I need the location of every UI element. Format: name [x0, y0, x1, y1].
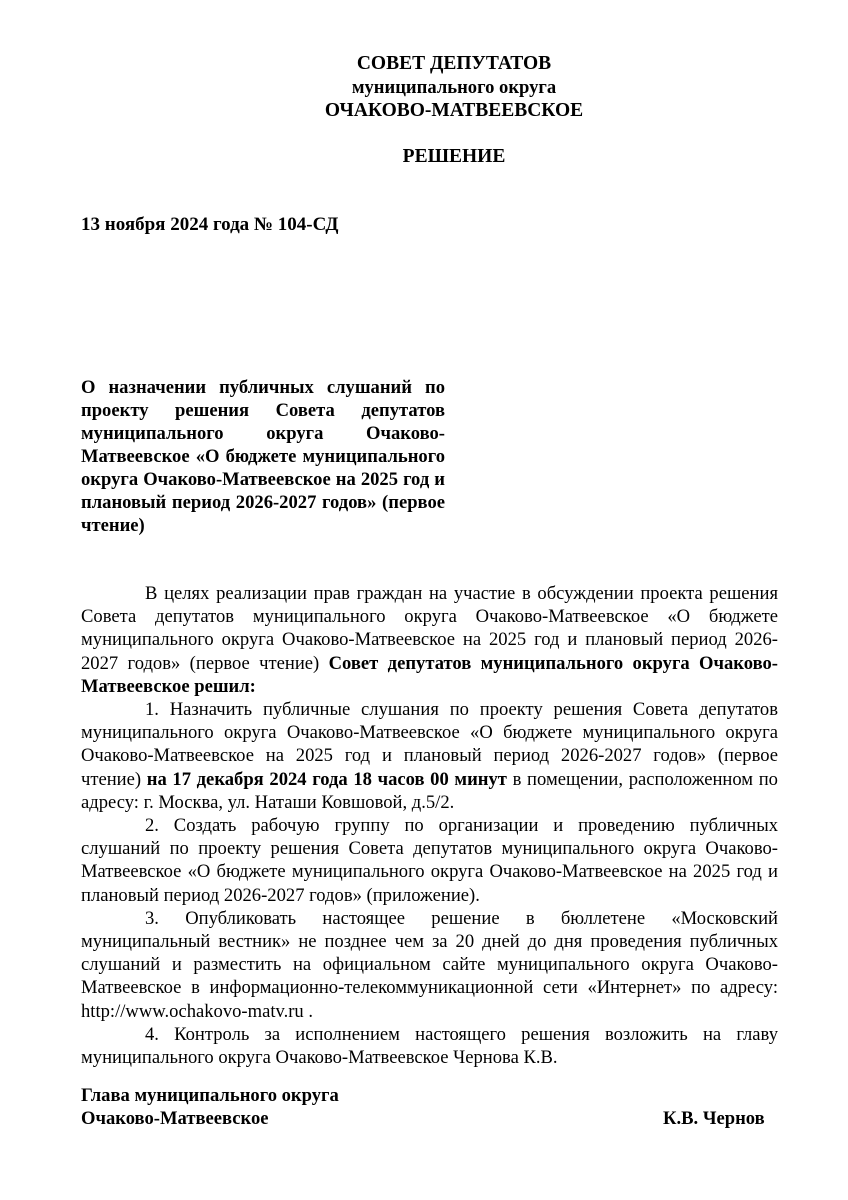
decision-body	[81, 582, 778, 1069]
item-1-text: 1. Назначить публичные слушания по проекту решения Совета депутатов муниципального округа Очаково-Матвеевское «О бюджете муниципального округа Очаково-Матвеевское на 2025 год и плановый период 2026-2027 годов» (первое чтение)	[81, 699, 778, 790]
signatory-name: К.В. Чернов	[663, 1108, 765, 1129]
date-number: 13 ноября 2024 года № 104-СД	[81, 214, 339, 235]
signatory-title-line2: Очаково-Матвеевское	[81, 1108, 269, 1129]
item-1-location: в помещении, расположенном по адресу: г. Москва, ул. Наташи Ковшовой, д.5/2.	[81, 768, 778, 813]
council-title: СОВЕТ ДЕПУТАТОВ	[356, 53, 552, 74]
document-type: РЕШЕНИЕ	[402, 146, 506, 167]
signatory-title-line1: Глава муниципального округа	[81, 1085, 339, 1106]
preamble-resolution: Совет депутатов муниципального округа Очаково-Матвеевское решил:	[81, 652, 778, 697]
item-1	[81, 698, 778, 814]
preamble-paragraph	[81, 582, 778, 698]
item-4: 4. Контроль за исполнением настоящего решения возложить на главу муниципального округа Очаково-Матвеевское Чернова К.В.	[81, 1023, 778, 1069]
decision-subject: О назначении публичных слушаний по проекту решения Совета депутатов муниципального округа Очаково-Матвеевское «О бюджете муниципального округа Очаково-Матвеевское на 2025 год и плановый период 2026-2027 годов» (первое чтение)	[81, 377, 445, 536]
district-line: муниципального округа	[351, 77, 557, 98]
item-2: 2. Создать рабочую группу по организации и проведению публичных слушаний по проекту решения Совета депутатов муниципального округа Очаково-Матвеевское «О бюджете муниципального округа Очаково-Матвеевское на 2025 год и плановый период 2026-2027 годов» (приложение).	[81, 815, 778, 906]
district-name: ОЧАКОВО-МАТВЕЕВСКОЕ	[324, 100, 584, 121]
preamble-text: В целях реализации прав граждан на участие в обсуждении проекта решения Совета депутатов муниципального округа Очаково-Матвеевское «О бюджете муниципального округа Очаково-Матвеевское на 2025 год и плановый период 2026-2027 годов» (первое чтение)	[81, 583, 778, 674]
item-1-datetime: на 17 декабря 2024 года 18 часов 00 минут	[146, 768, 507, 790]
item-3: 3. Опубликовать настоящее решение в бюллетене «Московский муниципальный вестник» не позднее чем за 20 дней до дня проведения публичных слушаний и разместить на официальном сайте муниципального округа Очаково-Матвеевское в информационно-телекоммуникационной сети «Интернет» по адресу: http://www.ochakovo-matv.ru .	[81, 907, 778, 1022]
